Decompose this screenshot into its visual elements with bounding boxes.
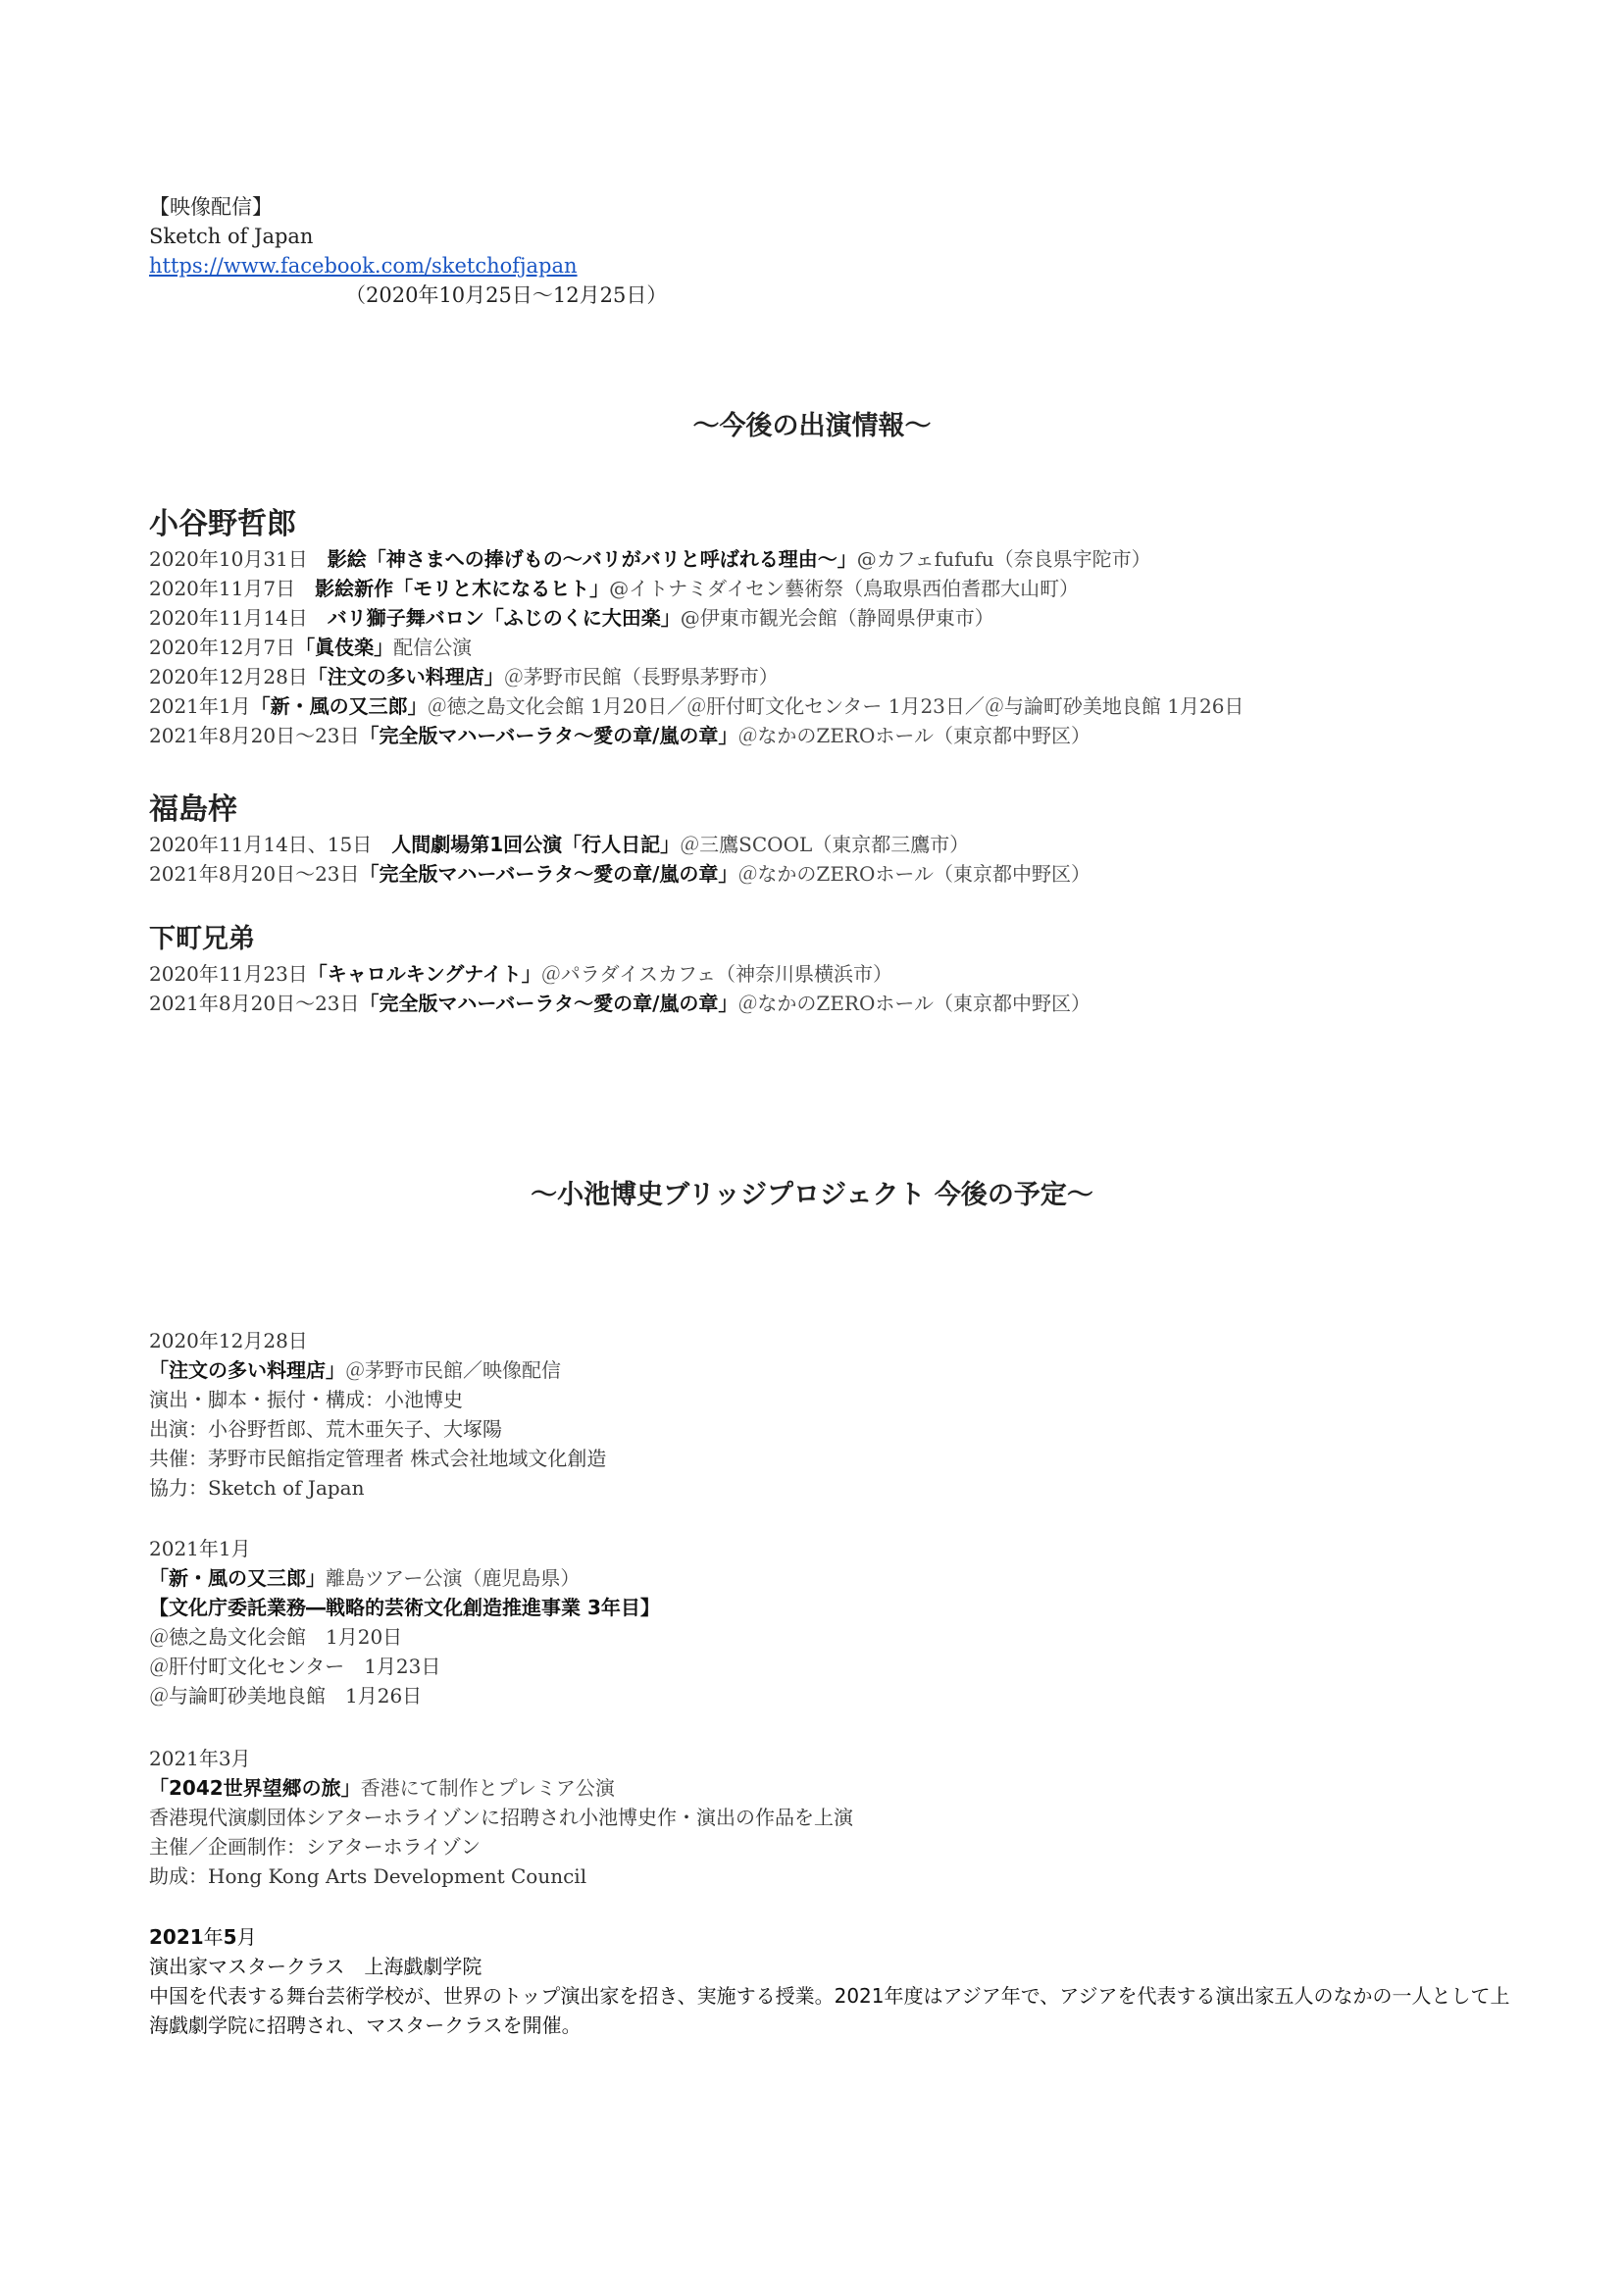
schedule-detail: ＠与論町砂美地良館 1月26日: [149, 1684, 423, 1708]
performer-name: 福島梓: [149, 792, 237, 827]
video-period: （2020年10月25日～12月25日）: [345, 283, 668, 307]
video-label: 【映像配信】: [149, 195, 273, 219]
event-line: 2020年11月14日 バリ獅子舞バロン「ふじのくに大田楽」@伊東市観光会館（静岡県伊東市）: [149, 606, 994, 630]
schedule-detail: ＠肝付町文化センター 1月23日: [149, 1655, 441, 1678]
event-line: 2020年10月31日 影絵「神さまへの捧げもの～バリがバリと呼ばれる理由～」@カフェfufufu（奈良県宇陀市）: [149, 547, 1151, 571]
schedule-date: 2021年1月: [149, 1537, 251, 1560]
schedule-detail: 協力：Sketch of Japan: [149, 1476, 365, 1500]
schedule-item: [149, 1534, 1522, 1710]
facebook-link[interactable]: https://www.facebook.com/sketchofjapan: [149, 254, 578, 278]
event-line: 2020年11月14日、15日 人間劇場第1回公演「行人日記」＠三鷹SCOOL（東京都三鷹市）: [149, 833, 970, 856]
schedule-title-line: 「新・風の又三郎」離島ツアー公演（鹿児島県）: [149, 1566, 581, 1590]
performer-section: [149, 505, 1522, 750]
video-section: [149, 192, 1522, 310]
schedule-title-line: 「注文の多い料理店」＠茅野市民館／映像配信: [149, 1358, 561, 1382]
upcoming-heading: ～今後の出演情報～: [692, 411, 932, 441]
schedule-detail: ＠徳之島文化会館 1月20日: [149, 1625, 403, 1649]
video-title: Sketch of Japan: [149, 225, 314, 248]
schedule-body: 中国を代表する舞台芸術学校が、世界のトップ演出家を招き、実施する授業。2021年度はアジア年で、アジアを代表する演出家五人のなかの一人として上海戯劇学院に招聘され、マスタークラスを開催。: [149, 1984, 1510, 2037]
schedule-date: 2021年5月: [149, 1925, 257, 1949]
bridge-heading: ～小池博史ブリッジプロジェクト 今後の予定～: [531, 1180, 1093, 1210]
performer-section: [149, 920, 1522, 1018]
event-line: 2020年11月7日 影絵新作「モリと木になるヒト」@イトナミダイセン藝術祭（鳥取県西伯耆郡大山町）: [149, 577, 1080, 600]
schedule-item: [149, 1922, 1522, 2040]
event-line: 2021年8月20日～23日「完全版マハーバーラタ～愛の章/嵐の章」＠なかのZEROホール（東京都中野区）: [149, 724, 1091, 747]
event-line: 2021年1月「新・風の又三郎」＠徳之島文化会館 1月20日／＠肝付町文化センター 1月23日／＠与論町砂美地良館 1月26日: [149, 694, 1244, 718]
schedule-title: 演出家マスタークラス 上海戯劇学院: [149, 1955, 482, 1978]
schedule-detail: 出演：小谷野哲郎、荒木亜矢子、大塚陽: [149, 1417, 502, 1441]
schedule-item: [149, 1326, 1522, 1503]
schedule-date: 2021年3月: [149, 1747, 251, 1770]
schedule-date: 2020年12月28日: [149, 1329, 308, 1352]
event-line: 2021年8月20日～23日「完全版マハーバーラタ～愛の章/嵐の章」＠なかのZEROホール（東京都中野区）: [149, 862, 1091, 886]
schedule-title-line: 「2042世界望郷の旅」香港にて制作とプレミア公演: [149, 1776, 615, 1800]
event-line: 2021年8月20日～23日「完全版マハーバーラタ～愛の章/嵐の章」＠なかのZEROホール（東京都中野区）: [149, 992, 1091, 1015]
schedule-detail: 演出・脚本・振付・構成：小池博史: [149, 1388, 463, 1411]
schedule-subtitle: 【文化庁委託業務―戦略的芸術文化創造推進事業 3年目】: [149, 1596, 660, 1619]
performer-name: 小谷野哲郎: [149, 507, 296, 541]
schedule-detail: 助成：Hong Kong Arts Development Council: [149, 1864, 587, 1888]
schedule-detail: 香港現代演劇団体シアターホライゾンに招聘され小池博史作・演出の作品を上演: [149, 1806, 853, 1829]
event-line: 2020年12月7日「眞伎楽」配信公演: [149, 636, 473, 659]
performer-section: [149, 790, 1522, 889]
schedule-item: [149, 1744, 1522, 1891]
performer-name: 下町兄弟: [149, 924, 255, 954]
schedule-detail: 共催：茅野市民館指定管理者 株式会社地域文化創造: [149, 1447, 607, 1470]
event-line: 2020年12月28日「注文の多い料理店」＠茅野市民館（長野県茅野市）: [149, 665, 779, 688]
schedule-detail: 主催／企画制作：シアターホライゾン: [149, 1835, 481, 1859]
event-line: 2020年11月23日「キャロルキングナイト」＠パラダイスカフェ（神奈川県横浜市）: [149, 962, 892, 986]
